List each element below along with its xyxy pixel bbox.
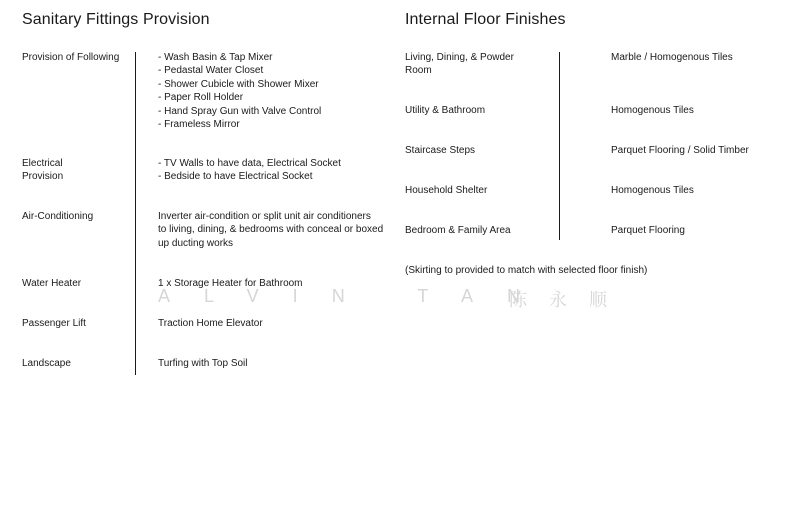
label-water-heater: Water Heater — [22, 278, 82, 289]
right-divider — [559, 52, 560, 240]
living-dining-value: Marble / Homogenous Tiles — [611, 52, 733, 63]
label-air-conditioning: Air-Conditioning — [22, 211, 94, 222]
list-item: - TV Walls to have data, Electrical Socket — [158, 158, 341, 169]
value-line: up ducting works — [158, 237, 234, 249]
sanitary-items-list — [158, 51, 321, 131]
value-line: Inverter air-condition or split unit air conditioners — [158, 211, 371, 222]
label-line: Electrical — [22, 158, 63, 169]
list-item: - Shower Cubicle with Shower Mixer — [158, 78, 319, 90]
list-item: - Pedastal Water Closet — [158, 65, 264, 77]
floor-finishes-section-title: Internal Floor Finishes — [405, 11, 566, 28]
water-heater-value: 1 x Storage Heater for Bathroom — [158, 278, 303, 289]
label-provision: Provision of Following — [22, 52, 120, 63]
list-item: - Bedside to have Electrical Socket — [158, 171, 313, 183]
watermark-latin: ALVIN TAN — [158, 286, 555, 306]
label-passenger-lift: Passenger Lift — [22, 318, 86, 329]
label-utility-bathroom: Utility & Bathroom — [405, 105, 486, 116]
label-bedroom-family: Bedroom & Family Area — [405, 225, 511, 236]
label-line: Room — [405, 65, 432, 77]
label-staircase-steps: Staircase Steps — [405, 145, 476, 156]
value-line: to living, dining, & bedrooms with conceal or boxed — [158, 224, 384, 236]
label-living-dining — [405, 51, 514, 78]
landscape-value: Turfing with Top Soil — [158, 358, 248, 369]
list-item: - Frameless Mirror — [158, 119, 240, 131]
skirting-note: (Skirting to provided to match with selected floor finish) — [405, 265, 648, 276]
left-divider — [135, 52, 136, 375]
air-conditioning-value — [158, 210, 383, 250]
watermark-cjk: 陈永顺 — [509, 290, 629, 311]
household-shelter-value: Homogenous Tiles — [611, 185, 694, 196]
label-household-shelter: Household Shelter — [405, 185, 488, 196]
utility-bathroom-value: Homogenous Tiles — [611, 105, 694, 116]
bedroom-family-value: Parquet Flooring — [611, 225, 685, 236]
label-electrical — [22, 157, 63, 184]
list-item: - Wash Basin & Tap Mixer — [158, 52, 273, 63]
label-line: Living, Dining, & Powder — [405, 52, 514, 63]
passenger-lift-value: Traction Home Elevator — [158, 318, 263, 329]
electrical-items-list — [158, 157, 341, 184]
staircase-steps-value: Parquet Flooring / Solid Timber — [611, 145, 749, 156]
label-line: Provision — [22, 171, 64, 183]
list-item: - Paper Roll Holder — [158, 92, 244, 104]
sanitary-section-title: Sanitary Fittings Provision — [22, 11, 210, 28]
label-landscape: Landscape — [22, 358, 71, 369]
list-item: - Hand Spray Gun with Valve Control — [158, 105, 322, 117]
